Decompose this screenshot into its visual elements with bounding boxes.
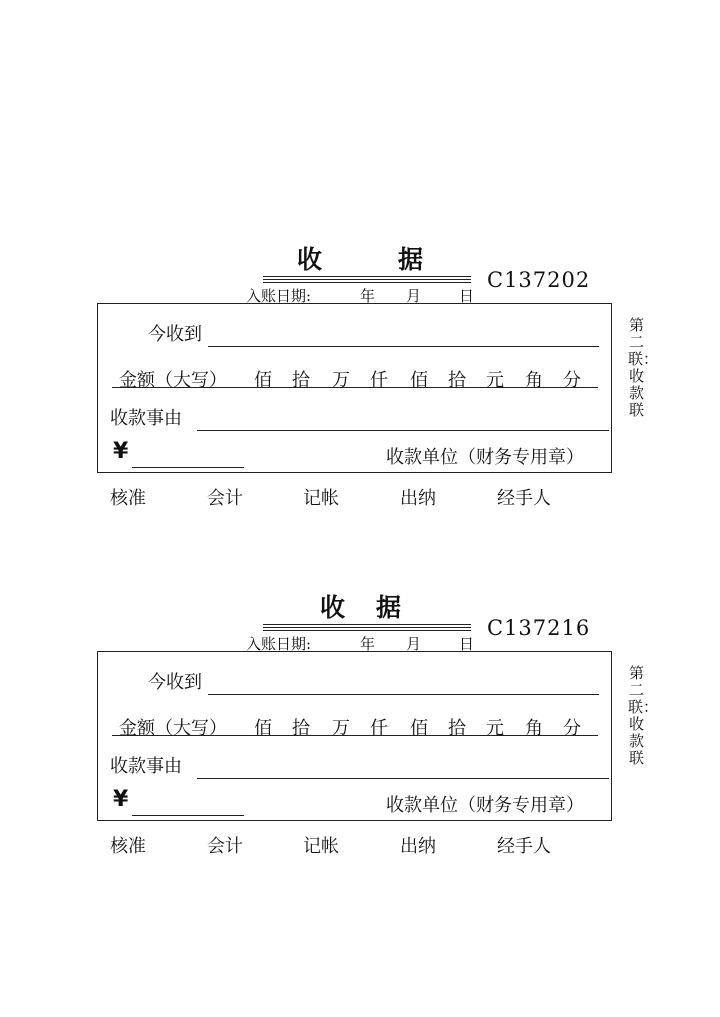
receipt-2 bbox=[0, 586, 720, 886]
amount-in-words-label: 金额（大写） bbox=[119, 718, 227, 739]
amount-figure-field[interactable] bbox=[132, 815, 244, 816]
title-underline bbox=[263, 279, 471, 280]
title-underline bbox=[263, 276, 471, 277]
amount-unit: 元 bbox=[486, 718, 504, 739]
receipt-title-char-1: 收 bbox=[297, 245, 324, 274]
serial-number: C137216 bbox=[487, 616, 591, 640]
posting-date-label: 入账日期: bbox=[246, 287, 312, 305]
signature-accountant: 会计 bbox=[207, 836, 243, 857]
receipt-title-char-2: 据 bbox=[376, 593, 403, 622]
amount-unit: 角 bbox=[525, 370, 543, 391]
received-from-label: 今收到 bbox=[148, 672, 202, 693]
amount-unit: 佰 bbox=[254, 718, 272, 739]
amount-unit: 佰 bbox=[410, 718, 428, 739]
amount-unit: 佰 bbox=[410, 370, 428, 391]
signature-approval: 核准 bbox=[110, 836, 146, 857]
receipt-title-char-2: 据 bbox=[398, 245, 425, 274]
yen-icon: ¥ bbox=[113, 439, 129, 464]
amount-unit: 拾 bbox=[292, 370, 310, 391]
signature-handler: 经手人 bbox=[497, 488, 551, 509]
signature-bookkeeper: 记帐 bbox=[303, 836, 339, 857]
amount-unit: 分 bbox=[563, 370, 581, 391]
serial-number: C137202 bbox=[487, 268, 591, 292]
payment-reason-field[interactable] bbox=[197, 778, 609, 779]
signature-accountant: 会计 bbox=[207, 488, 243, 509]
signature-approval: 核准 bbox=[110, 488, 146, 509]
date-day-label: 日 bbox=[459, 287, 475, 305]
amount-unit: 元 bbox=[486, 370, 504, 391]
signature-handler: 经手人 bbox=[497, 836, 551, 857]
amount-unit: 仟 bbox=[370, 370, 388, 391]
posting-date-label: 入账日期: bbox=[246, 635, 312, 653]
copy-label: 第二联：收款联 bbox=[628, 316, 659, 419]
amount-unit: 拾 bbox=[448, 718, 466, 739]
signature-bookkeeper: 记帐 bbox=[303, 488, 339, 509]
amount-unit: 拾 bbox=[448, 370, 466, 391]
amount-unit: 万 bbox=[332, 370, 350, 391]
yen-icon: ¥ bbox=[113, 787, 129, 812]
receipt-1 bbox=[0, 238, 720, 538]
title-underline bbox=[263, 624, 471, 625]
title-underline bbox=[263, 282, 471, 283]
date-month-label: 月 bbox=[406, 635, 422, 653]
date-year-label: 年 bbox=[360, 287, 376, 305]
payee-stamp-label: 收款单位（财务专用章） bbox=[386, 795, 584, 816]
received-from-field[interactable] bbox=[208, 694, 599, 695]
date-day-label: 日 bbox=[459, 635, 475, 653]
date-year-label: 年 bbox=[360, 635, 376, 653]
amount-figure-field[interactable] bbox=[132, 467, 244, 468]
amount-unit: 仟 bbox=[370, 718, 388, 739]
amount-unit: 万 bbox=[332, 718, 350, 739]
amount-unit: 角 bbox=[525, 718, 543, 739]
payment-reason-label: 收款事由 bbox=[110, 756, 182, 777]
date-month-label: 月 bbox=[406, 287, 422, 305]
received-from-field[interactable] bbox=[208, 346, 599, 347]
payee-stamp-label: 收款单位（财务专用章） bbox=[386, 447, 584, 468]
signature-cashier: 出纳 bbox=[400, 488, 436, 509]
receipt-title-char-1: 收 bbox=[320, 593, 347, 622]
title-underline bbox=[263, 627, 471, 628]
amount-in-words-field[interactable] bbox=[112, 735, 598, 736]
amount-unit: 分 bbox=[563, 718, 581, 739]
amount-unit: 拾 bbox=[292, 718, 310, 739]
payment-reason-label: 收款事由 bbox=[110, 408, 182, 429]
payment-reason-field[interactable] bbox=[197, 430, 609, 431]
title-underline bbox=[263, 630, 471, 631]
amount-in-words-field[interactable] bbox=[112, 387, 598, 388]
signature-cashier: 出纳 bbox=[400, 836, 436, 857]
amount-unit: 佰 bbox=[254, 370, 272, 391]
received-from-label: 今收到 bbox=[148, 324, 202, 345]
copy-label: 第二联：收款联 bbox=[628, 664, 659, 767]
amount-in-words-label: 金额（大写） bbox=[119, 370, 227, 391]
